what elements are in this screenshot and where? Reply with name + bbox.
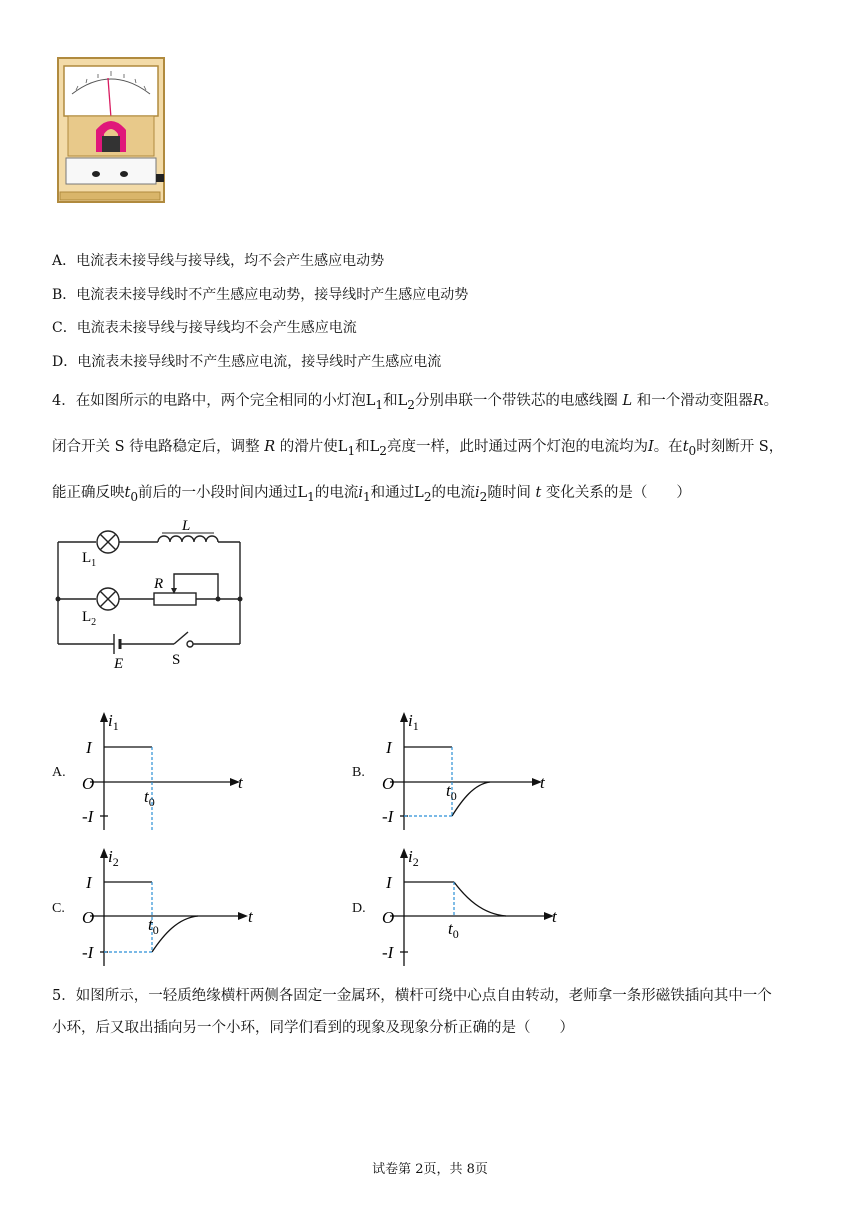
svg-text:t: t	[540, 773, 545, 792]
svg-text:t0: $t_0$	[144, 787, 155, 809]
graph-d-label: D.	[352, 901, 366, 916]
svg-text:L1: $L_1$	[82, 550, 97, 569]
svg-text:t0: $t_0$	[148, 915, 159, 937]
q4-line2: 闭合开关 S 待电路稳定后，调整 R 的滑片使$L_1$和$L_2$亮度一样，此时通过两个灯泡的电流均为I。在$t_0$时刻断开 S，	[52, 439, 784, 458]
option-b: B．电流表未接导线时不产生感应电动势，接导线时产生感应电动势	[52, 287, 469, 303]
svg-text:-I: -I	[382, 807, 394, 826]
svg-text:i1: $i_1$	[408, 711, 419, 733]
svg-text:S: S	[172, 652, 181, 668]
svg-text:I: I	[386, 738, 392, 757]
svg-text:t0: $t_0$	[446, 781, 457, 803]
graph-c-label: C.	[52, 901, 65, 916]
svg-text:-I: -I	[82, 943, 94, 962]
svg-text:R: R	[154, 576, 164, 592]
svg-text:O: O	[382, 908, 395, 927]
svg-text:I: I	[86, 873, 92, 892]
svg-text:t: t	[552, 907, 557, 926]
page-footer: 试卷第 2页，共 8页	[372, 1162, 488, 1177]
svg-text:O: O	[382, 774, 395, 793]
graph-b-label: B.	[352, 765, 365, 780]
svg-text:O: O	[82, 908, 95, 927]
graph-a-label: A.	[52, 765, 66, 780]
svg-text:t: t	[248, 907, 253, 926]
galvanometer-image	[56, 56, 168, 206]
svg-text:O: O	[82, 774, 95, 793]
svg-text:t: t	[238, 773, 243, 792]
svg-text:t0: $t_0$	[448, 919, 459, 941]
svg-text:E: E	[114, 656, 124, 672]
graph-c	[76, 846, 266, 976]
q4-line1: 4．在如图所示的电路中，两个完全相同的小灯泡$L_1$和$L_2$分别串联一个带铁芯的电感线圈 L 和一个滑动变阻器R。	[52, 393, 779, 412]
q5-line1: 5．如图所示，一轻质绝缘横杆两侧各固定一金属环，横杆可绕中心点自由转动，老师拿一条形磁铁插向其中一个	[52, 988, 772, 1004]
q4-line3: 能正确反映$t_0$前后的一小段时间内通过$L_1$的电流$i_1$和通过$L_2$的电流$i_2$随时间 t 变化关系的是（ ）	[52, 485, 691, 504]
svg-text:-I: -I	[82, 807, 94, 826]
graph-a	[76, 710, 266, 840]
svg-text:-I: -I	[382, 943, 394, 962]
circuit-diagram	[50, 512, 250, 672]
svg-text:L: L	[182, 518, 191, 534]
option-a: A．电流表未接导线与接导线，均不会产生感应电动势	[52, 253, 385, 269]
svg-text:i2: $i_2$	[108, 847, 119, 869]
option-d: D．电流表未接导线时不产生感应电流，接导线时产生感应电流	[52, 354, 442, 370]
graph-d	[376, 846, 566, 976]
svg-text:L2: $L_2$	[82, 609, 97, 628]
svg-text:i1: $i_1$	[108, 711, 119, 733]
q5-line2: 小环，后又取出插向另一个小环，同学们看到的现象及现象分析正确的是（ ）	[52, 1020, 574, 1036]
svg-text:I: I	[386, 873, 392, 892]
option-c: C．电流表未接导线与接导线均不会产生感应电流	[52, 320, 357, 336]
svg-text:i2: $i_2$	[408, 847, 419, 869]
svg-text:I: I	[86, 738, 92, 757]
graph-b	[376, 710, 566, 840]
